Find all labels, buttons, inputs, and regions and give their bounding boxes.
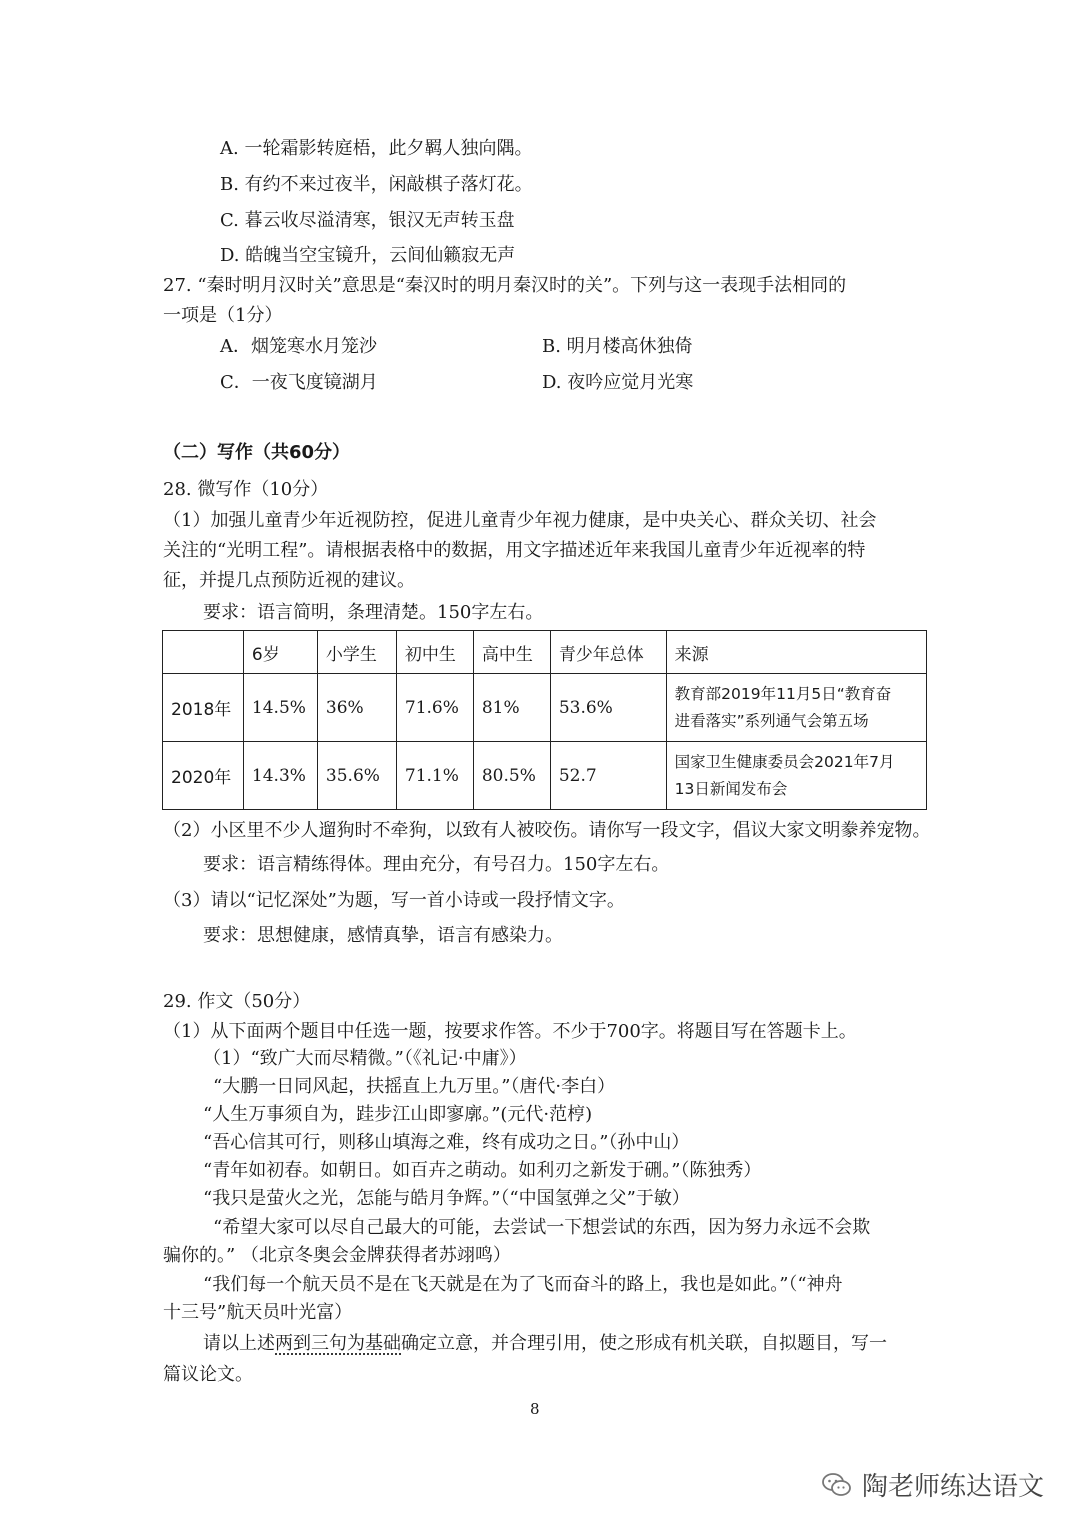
cell-overall: 53.6% bbox=[550, 674, 666, 742]
q29-quote: “大鹏一日同风起，扶摇直上九万里。”（唐代·李白） bbox=[213, 1076, 616, 1097]
q28-p2: （2）小区里不少人遛狗时不牵狗，以致有人被咬伤。请你写一段文字，倡议大家文明豢养宠物。 bbox=[163, 820, 931, 841]
wechat-icon bbox=[822, 1472, 852, 1498]
q26-option-b: B. 有约不来过夜半，闲敲棋子落灯花。 bbox=[220, 174, 533, 195]
q29-quote: “青年如初春。如朝日。如百卉之萌动。如利刃之新发于硎。”（陈独秀） bbox=[203, 1160, 762, 1181]
q28-p1-line2: 关注的“光明工程”。请根据表格中的数据，用文字描述近年来我国儿童青少年近视率的特 bbox=[163, 540, 866, 561]
writing-section-title: （二）写作（共60分） bbox=[163, 442, 351, 463]
q27-option-b: B. 明月楼高休独倚 bbox=[542, 336, 693, 357]
q28-p3: （3）请以“记忆深处”为题，写一首小诗或一段抒情文字。 bbox=[163, 890, 625, 911]
header-senior: 高中生 bbox=[473, 631, 550, 674]
q28-p1-line3: 征，并提几点预防近视的建议。 bbox=[163, 570, 415, 591]
cell-source bbox=[666, 674, 926, 742]
q29-intro: （1）从下面两个题目中任选一题，按要求作答。不少于700字。将题目写在答题卡上。 bbox=[163, 1021, 857, 1042]
q29-task-suffix: 确定立意，并合理引用，使之形成有机关联，自拟题目，写一 bbox=[401, 1333, 887, 1354]
cell-overall: 52.7 bbox=[550, 742, 666, 810]
cell-primary: 35.6% bbox=[317, 742, 396, 810]
table-row bbox=[163, 742, 927, 810]
source-line: 进看落实”系列通气会第五场 bbox=[674, 711, 869, 730]
header-overall: 青少年总体 bbox=[550, 631, 666, 674]
page-number: 8 bbox=[530, 1400, 540, 1418]
q29-quote: （1）“致广大而尽精微。”（《礼记·中庸》） bbox=[203, 1048, 527, 1069]
q27-stem-line2: 一项是（1分） bbox=[163, 305, 283, 326]
source-line: 国家卫生健康委员会2021年7月 bbox=[674, 752, 895, 771]
header-age6: 6岁 bbox=[243, 631, 317, 674]
q26-option-c: C. 暮云收尽溢清寒，银汉无声转玉盘 bbox=[220, 210, 515, 231]
watermark bbox=[822, 1466, 1044, 1503]
q29-task-emphasis: 两到三句为基础 bbox=[275, 1333, 401, 1354]
cell-year: 2018年 bbox=[163, 674, 244, 742]
q29-task bbox=[203, 1331, 887, 1357]
q28-p2-requirement: 要求：语言精练得体。理由充分，有号召力。150字左右。 bbox=[203, 854, 670, 875]
q27-option-c: C．一夜飞度镜湖月 bbox=[220, 372, 378, 393]
q26-option-d: D. 皓魄当空宝镜升，云间仙籁寂无声 bbox=[220, 245, 516, 266]
q29-quote-8-line1: “我们每一个航天员不是在飞天就是在为了飞而奋斗的路上，我也是如此。”（“神舟 bbox=[203, 1274, 843, 1295]
source-line: 教育部2019年11月5日“教育奋 bbox=[674, 684, 892, 703]
cell-age6: 14.5% bbox=[243, 674, 317, 742]
header-empty bbox=[163, 631, 244, 674]
q28-p3-requirement: 要求：思想健康，感情真挚，语言有感染力。 bbox=[203, 925, 563, 946]
cell-senior: 80.5% bbox=[473, 742, 550, 810]
header-source: 来源 bbox=[666, 631, 926, 674]
cell-primary: 36% bbox=[317, 674, 396, 742]
q27-stem-line1: 27. “秦时明月汉时关”意思是“秦汉时的明月秦汉时的关”。下列与这一表现手法相同的 bbox=[163, 275, 847, 296]
table-header-row bbox=[163, 631, 927, 674]
q29-task-prefix: 请以上述 bbox=[203, 1333, 275, 1354]
q28-title: 28. 微写作（10分） bbox=[163, 479, 329, 500]
q29-quote-7-line1: “希望大家可以尽自己最大的可能，去尝试一下想尝试的东西，因为努力永远不会欺 bbox=[213, 1217, 871, 1238]
cell-age6: 14.3% bbox=[243, 742, 317, 810]
q28-p1-requirement: 要求：语言简明，条理清楚。150字左右。 bbox=[203, 602, 544, 623]
q29-quote-8-line2: 十三号”航天员叶光富） bbox=[163, 1302, 353, 1323]
cell-junior: 71.6% bbox=[396, 674, 473, 742]
q26-option-a: A. 一轮霜影转庭梧，此夕羁人独向隅。 bbox=[220, 138, 533, 159]
source-line: 13日新闻发布会 bbox=[674, 779, 788, 798]
q29-quote: “吾心信其可行，则移山填海之难，终有成功之日。”（孙中山） bbox=[203, 1132, 690, 1153]
table-row bbox=[163, 674, 927, 742]
q29-quote: “人生万事须自为，跬步江山即寥廓。”(元代·范梈) bbox=[203, 1104, 593, 1125]
q28-p1-line1: （1）加强儿童青少年近视防控，促进儿童青少年视力健康，是中央关心、群众关切、社会 bbox=[163, 510, 877, 531]
header-junior: 初中生 bbox=[396, 631, 473, 674]
q27-option-a: A．烟笼寒水月笼沙 bbox=[220, 336, 377, 357]
q29-task-line2: 篇议论文。 bbox=[163, 1364, 253, 1385]
q29-quote: “我只是萤火之光，怎能与皓月争辉。”（“中国氢弹之父”于敏） bbox=[203, 1188, 690, 1209]
watermark-text: 陶老师练达语文 bbox=[862, 1472, 1045, 1502]
myopia-data-table bbox=[162, 630, 927, 810]
cell-year: 2020年 bbox=[163, 742, 244, 810]
q29-title: 29. 作文（50分） bbox=[163, 991, 311, 1012]
cell-senior: 81% bbox=[473, 674, 550, 742]
q29-quote-7-line2: 骗你的。” （北京冬奥会金牌获得者苏翊鸣） bbox=[163, 1245, 511, 1266]
header-primary: 小学生 bbox=[317, 631, 396, 674]
cell-source bbox=[666, 742, 926, 810]
q27-option-d: D. 夜吟应觉月光寒 bbox=[542, 372, 694, 393]
cell-junior: 71.1% bbox=[396, 742, 473, 810]
